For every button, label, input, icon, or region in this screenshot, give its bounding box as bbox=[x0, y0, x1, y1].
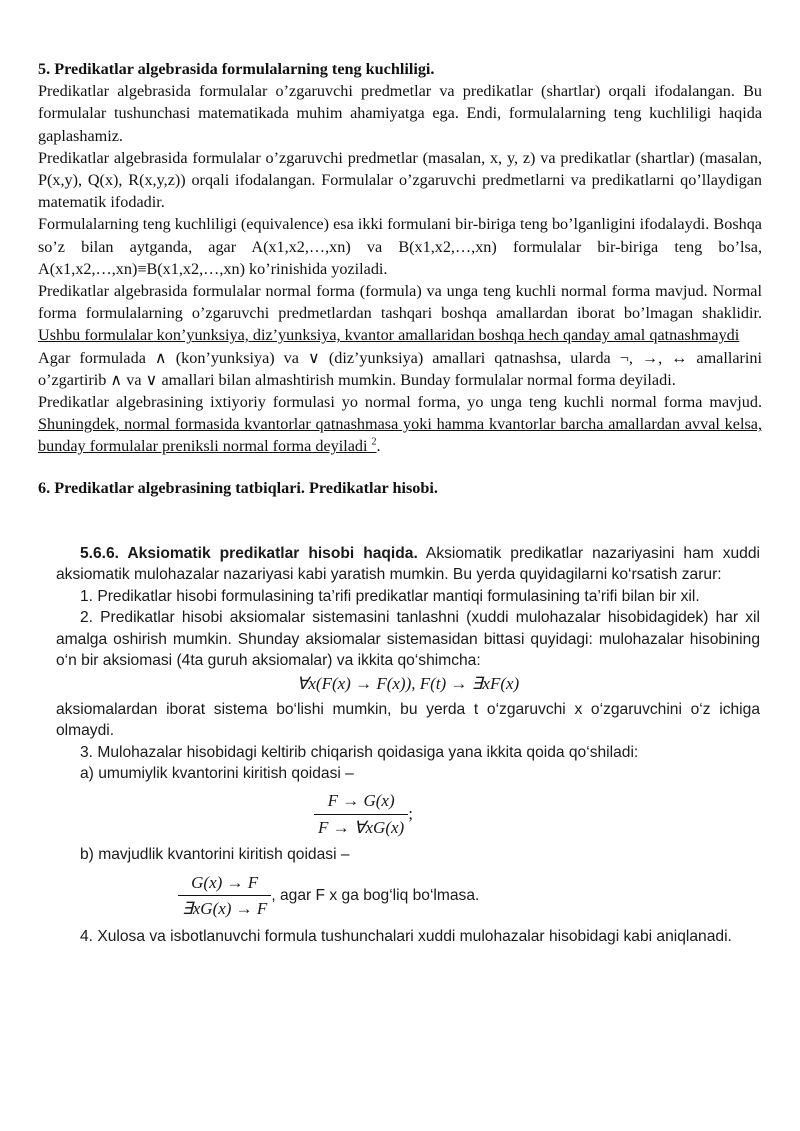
paragraph-6-underlined-text: Shuningdek, normal formasida kvantorlar qatnashmasa yoki hamma kvantorlar barcha amallardan avval kelsa, bunday formulalar preniksli normal forma deyiladi bbox=[38, 415, 762, 456]
section-6-heading: 6. Predikatlar algebrasining tatbiqlari. Predikatlar hisobi. bbox=[38, 478, 438, 497]
section-5-paragraph-3: Formulalarning teng kuchliligi (equivalence) esa ikki formulani bir-biriga teng bo’lganligini ifodalaydi. Boshqa so’z bilan aytganda, agar A(x1,x2,…,xn) va B(x1,x2,…,xn) formulalar bir-biriga teng bo’lsa, A(x1,x2,…,xn)≡B(x1,x2,…,xn) ko’rinishida yoziladi. bbox=[38, 215, 762, 278]
document-page bbox=[38, 58, 762, 499]
rule-a-numerator: F → G(x) bbox=[314, 790, 408, 814]
rule-b-denominator: ∃xG(x) → F bbox=[182, 899, 268, 919]
rule-a-label: a) umumiylik kvantorini kiritish qoidasi – bbox=[80, 765, 354, 783]
footnote-reference[interactable]: 2 bbox=[371, 437, 377, 449]
scan-intro bbox=[56, 543, 760, 586]
rule-a-semicolon: ; bbox=[408, 804, 413, 824]
rule-b-condition: , agar F x ga bog‘liq bo‘lmasa. bbox=[271, 886, 480, 904]
scan-intro-text: Aksiomatik predikatlar nazariyasini ham xuddi aksiomatik mulohazalar nazariyasi kabi yaratish mumkin. Bu yerda quyidagilarni ko‘rsatish zarur: bbox=[56, 545, 760, 584]
scan-item-4: 4. Xulosa va isbotlanuvchi formula tushunchalari xuddi mulohazalar hisobidagi kabi aniqlanadi. bbox=[80, 927, 732, 945]
rule-a-denominator: F → ∀xG(x) bbox=[318, 817, 405, 837]
paragraph-6-text: Predikatlar algebrasining ixtiyoriy formulasi yo normal forma, yo unga teng kuchli normal forma mavjud. bbox=[38, 393, 762, 412]
section-gap bbox=[38, 458, 762, 477]
scan-intro-title: 5.6.6. Aksiomatik predikatlar hisobi haqida. bbox=[80, 545, 418, 562]
section-5-paragraph-4 bbox=[38, 280, 762, 347]
rule-a-formula bbox=[56, 790, 760, 838]
scan-item-3: 3. Mulohazalar hisobidagi keltirib chiqarish qoidasiga yana ikkita qoida qo‘shiladi: bbox=[80, 743, 639, 761]
section-5-paragraph-5: Agar formulada ∧ (kon’yunksiya) va ∨ (diz’yunksiya) amallari qatnashsa, ularda ¬, →, ↔ amallarini o’zgartirib ∧ va ∨ amallari bilan almashtirish mumkin. Bunday formulalar normal forma deyiladi. bbox=[38, 348, 762, 389]
section-5-paragraph-1: Predikatlar algebrasida formulalar o’zgaruvchi predmetlar va predikatlar (shartlar) orqali ifodalangan. Bu formulalar tushunchasi matematikada muhim ahamiyatga ega. Endi, formulalarning teng kuchliligi haqida gaplashamiz. bbox=[38, 82, 762, 145]
scan-item-2: 2. Predikatlar hisobi aksiomalar sistemasini tanlashni (xuddi mulohazalar hisobidagidek) har xil amalga oshirish mumkin. Shunday aksiomalar sistemasidan bittasi quyidagi: mulohazalar hisobining o‘n bir aksiomasi (4ta guruh aksiomalar) va ikkita qo‘shimcha: bbox=[56, 609, 760, 670]
scanned-textbook-excerpt bbox=[56, 543, 760, 947]
rule-b-label: b) mavjudlik kvantorini kiritish qoidasi – bbox=[80, 846, 350, 864]
scan-item-2-continuation: aksiomalardan iborat sistema bo‘lishi mumkin, bu yerda t o‘zgaruvchi x o‘zgaruvchini o‘z ichiga olmaydi. bbox=[56, 700, 760, 740]
paragraph-6-end: . bbox=[376, 437, 381, 456]
paragraph-4-underlined: Ushbu formulalar kon’yunksiya, diz’yunksiya, kvantor amallaridan boshqa hech qanday amal qatnashmaydi bbox=[38, 326, 740, 345]
section-5-paragraph-2: Predikatlar algebrasida formulalar o’zgaruvchi predmetlar (masalan, x, y, z) va predikatlar (shartlar) (masalan, P(x,y), Q(x), R(x,y,z)) orqali ifodalangan. Formulalar o’zgaruvchi predmetlarni va predikatlarni qo’llaydigan matematik ifodadir. bbox=[38, 148, 762, 212]
rule-b-formula bbox=[56, 872, 760, 920]
scan-item-1: 1. Predikatlar hisobi formulasining ta’rifi predikatlar mantiqi formulasining ta’rifi bilan bir xil. bbox=[80, 587, 700, 605]
paragraph-6-underlined bbox=[38, 415, 762, 455]
paragraph-4-text: Predikatlar algebrasida formulalar normal forma (formula) va unga teng kuchli normal forma mavjud. Normal forma formulalarning o’zgaruvchi predmetlardan tashqari boshqa amallardan iborat bo’lmagan shaklidir. bbox=[38, 282, 762, 323]
rule-b-numerator: G(x) → F bbox=[178, 872, 271, 896]
section-5-paragraph-6 bbox=[38, 391, 762, 458]
section-5-heading: 5. Predikatlar algebrasida formulalarning teng kuchliligi. bbox=[38, 60, 435, 78]
rule-b-fraction bbox=[178, 872, 271, 920]
rule-a-fraction bbox=[314, 790, 408, 838]
axioms-formula: ∀x(F(x) → F(x)), F(t) → ∃xF(x) bbox=[296, 674, 520, 694]
